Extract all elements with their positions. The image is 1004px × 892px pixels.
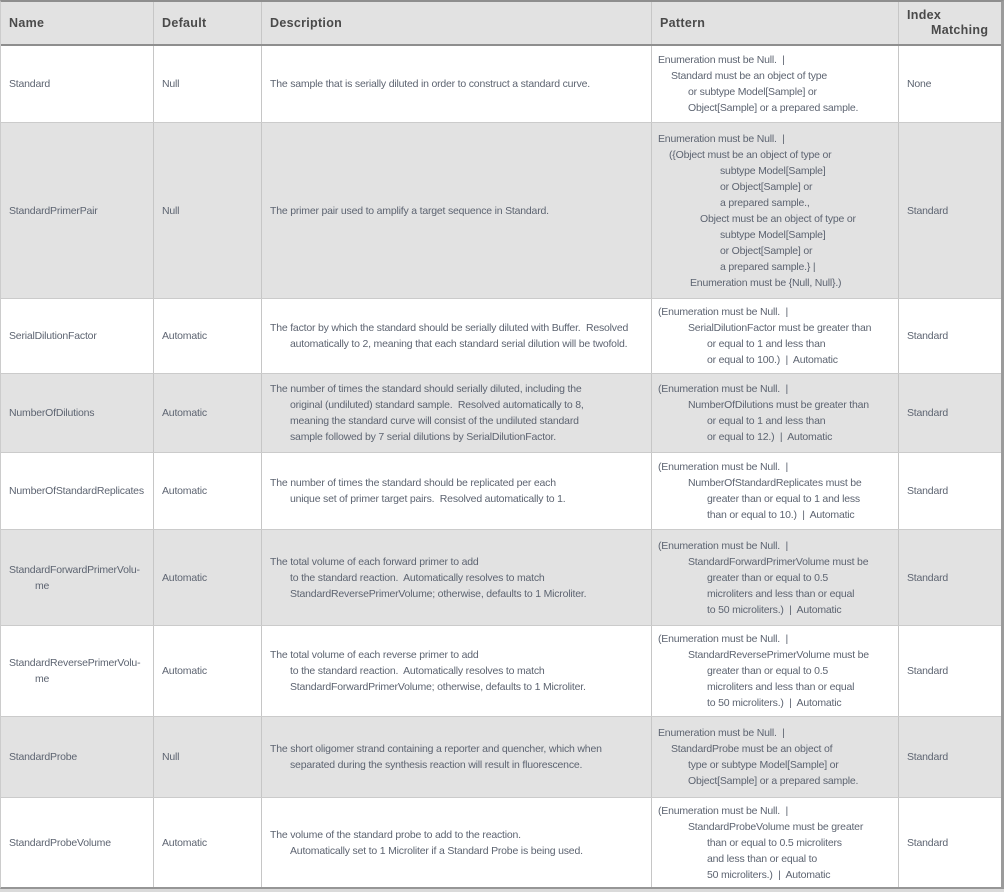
text-line: Name <box>9 15 45 30</box>
table-row <box>1 298 1001 373</box>
description-cell <box>262 626 652 716</box>
default-value: Null <box>162 204 180 217</box>
index-matching-cell <box>899 453 1001 529</box>
text-line: Matching <box>931 23 989 37</box>
index-matching-value: Standard <box>907 571 949 584</box>
table-row <box>1 452 1001 529</box>
name-cell <box>1 717 154 797</box>
default-value: Null <box>162 78 180 90</box>
text-line: Enumeration must be {Null, Null}.) <box>690 276 842 289</box>
text-line: or equal to 100.) | Automatic <box>707 354 838 366</box>
text-line: Object[Sample] or a prepared sample. <box>688 102 859 114</box>
index-matching-cell <box>899 530 1001 625</box>
text-line: (Enumeration must be Null. | <box>658 383 788 395</box>
name-cell <box>1 299 154 373</box>
text-line: ({Object must be an object of type or <box>669 148 832 161</box>
name-cell <box>1 453 154 529</box>
text-line: The primer pair used to amplify a target sequence in Standard. <box>270 204 549 217</box>
text-line: The factor by which the standard should be serially diluted with Buffer. Resolved <box>270 322 629 334</box>
default-cell <box>154 626 262 716</box>
text-line: The sample that is serially diluted in order to construct a standard curve. <box>270 78 590 90</box>
default-value: Automatic <box>162 330 207 342</box>
text-line: The total volume of each forward primer to add <box>270 555 479 568</box>
index-matching-value: Standard <box>907 751 949 763</box>
text-line: StandardForwardPrimerVolume must be <box>688 555 869 568</box>
text-line: me <box>35 579 50 592</box>
text-line: Enumeration must be Null. | <box>658 132 785 145</box>
text-line: StandardForwardPrimerVolume; otherwise, defaults to 1 Microliter. <box>290 681 586 693</box>
text-line: StandardProbe <box>9 751 78 763</box>
text-line: greater than or equal to 0.5 <box>707 665 829 677</box>
text-line: Enumeration must be Null. | <box>658 727 785 739</box>
text-line: to 50 microliters.) | Automatic <box>707 697 842 709</box>
default-cell <box>154 530 262 625</box>
text-line: Object[Sample] or a prepared sample. <box>688 775 859 787</box>
text-line: automatically to 2, meaning that each standard serial dilution will be twofold. <box>290 338 628 350</box>
text-line: me <box>35 673 50 685</box>
table-row <box>1 625 1001 716</box>
column-header-pattern <box>652 2 899 44</box>
table-row <box>1 373 1001 452</box>
name-cell <box>1 374 154 452</box>
pattern-cell <box>652 374 899 452</box>
text-line: to the standard reaction. Automatically resolves to match <box>290 665 545 677</box>
pattern-cell <box>652 123 899 298</box>
column-header-index_matching <box>899 2 1001 44</box>
text-line: a prepared sample., <box>720 196 810 209</box>
text-line: microliters and less than or equal <box>707 681 855 693</box>
text-line: The short oligomer strand containing a reporter and quencher, which when <box>270 743 602 755</box>
text-line: Standard <box>9 78 51 90</box>
pattern-cell <box>652 299 899 373</box>
text-line: Enumeration must be Null. | <box>658 54 785 66</box>
default-cell <box>154 798 262 887</box>
text-line: Object must be an object of type or <box>700 212 856 225</box>
default-value: Automatic <box>162 665 207 677</box>
text-line: or equal to 1 and less than <box>707 338 826 350</box>
default-cell <box>154 453 262 529</box>
text-line: StandardPrimerPair <box>9 204 98 217</box>
table-row <box>1 122 1001 298</box>
table-row <box>1 529 1001 625</box>
default-value: Automatic <box>162 571 207 584</box>
text-line: StandardProbe must be an object of <box>671 743 833 755</box>
text-line: (Enumeration must be Null. | <box>658 633 788 645</box>
text-line: Default <box>162 15 207 30</box>
text-line: or equal to 1 and less than <box>707 415 826 427</box>
default-cell <box>154 717 262 797</box>
description-cell <box>262 374 652 452</box>
name-cell <box>1 123 154 298</box>
text-line: The number of times the standard should serially diluted, including the <box>270 383 582 395</box>
text-line: sample followed by 7 serial dilutions by SerialDilutionFactor. <box>290 431 556 443</box>
index-matching-cell <box>899 123 1001 298</box>
default-cell <box>154 374 262 452</box>
table-row <box>1 797 1001 887</box>
text-line: 50 microliters.) | Automatic <box>707 868 831 881</box>
text-line: greater than or equal to 0.5 <box>707 571 829 584</box>
name-cell <box>1 530 154 625</box>
text-line: The total volume of each reverse primer to add <box>270 649 479 661</box>
description-cell <box>262 453 652 529</box>
index-matching-cell <box>899 798 1001 887</box>
text-line: microliters and less than or equal <box>707 587 855 600</box>
text-line: The volume of the standard probe to add to the reaction. <box>270 828 521 841</box>
text-line: StandardReversePrimerVolume must be <box>688 649 869 661</box>
default-cell <box>154 123 262 298</box>
text-line: or Object[Sample] or <box>720 180 813 193</box>
pattern-cell <box>652 798 899 887</box>
text-line: NumberOfDilutions <box>9 407 95 419</box>
index-matching-value: Standard <box>907 330 949 342</box>
text-line: SerialDilutionFactor <box>9 330 97 342</box>
text-line: Pattern <box>660 15 706 30</box>
text-line: Standard must be an object of type <box>671 70 828 82</box>
text-line: separated during the synthesis reaction will result in fluorescence. <box>290 759 583 771</box>
text-line: or equal to 12.) | Automatic <box>707 431 833 443</box>
text-line: (Enumeration must be Null. | <box>658 461 788 473</box>
index-matching-value: Standard <box>907 836 949 849</box>
text-line: unique set of primer target pairs. Resolved automatically to 1. <box>290 493 566 505</box>
column-header-description <box>262 2 652 44</box>
default-value: Null <box>162 751 180 763</box>
name-cell <box>1 46 154 122</box>
pattern-cell <box>652 46 899 122</box>
index-matching-cell <box>899 717 1001 797</box>
default-cell <box>154 46 262 122</box>
index-matching-cell <box>899 374 1001 452</box>
description-cell <box>262 717 652 797</box>
text-line: The number of times the standard should be replicated per each <box>270 477 556 489</box>
pattern-cell <box>652 530 899 625</box>
pattern-cell <box>652 453 899 529</box>
default-value: Automatic <box>162 485 207 497</box>
text-line: original (undiluted) standard sample. Resolved automatically to 8, <box>290 399 584 411</box>
default-cell <box>154 299 262 373</box>
text-line: StandardForwardPrimerVolu- <box>9 563 140 576</box>
text-line: than or equal to 10.) | Automatic <box>707 509 855 521</box>
text-line: StandardReversePrimerVolume; otherwise, defaults to 1 Microliter. <box>290 587 587 600</box>
table-header-row <box>1 2 1001 46</box>
index-matching-cell <box>899 46 1001 122</box>
text-line: than or equal to 0.5 microliters <box>707 836 842 849</box>
index-matching-value: Standard <box>907 407 949 419</box>
name-cell <box>1 798 154 887</box>
text-line: Description <box>270 15 343 30</box>
index-matching-value: None <box>907 78 932 90</box>
index-matching-value: Standard <box>907 665 949 677</box>
text-line: SerialDilutionFactor must be greater than <box>688 322 872 334</box>
text-line: or subtype Model[Sample] or <box>688 86 817 98</box>
text-line: type or subtype Model[Sample] or <box>688 759 839 771</box>
text-line: StandardProbeVolume must be greater <box>688 820 864 833</box>
description-cell <box>262 530 652 625</box>
text-line: to 50 microliters.) | Automatic <box>707 603 842 616</box>
table-row <box>1 716 1001 797</box>
description-cell <box>262 123 652 298</box>
pattern-cell <box>652 717 899 797</box>
index-matching-cell <box>899 299 1001 373</box>
text-line: subtype Model[Sample] <box>720 164 826 177</box>
index-matching-cell <box>899 626 1001 716</box>
text-line: (Enumeration must be Null. | <box>658 804 788 817</box>
text-line: greater than or equal to 1 and less <box>707 493 860 505</box>
text-line: StandardProbeVolume <box>9 836 111 849</box>
description-cell <box>262 798 652 887</box>
column-header-name <box>1 2 154 44</box>
text-line: (Enumeration must be Null. | <box>658 539 788 552</box>
text-line: or Object[Sample] or <box>720 244 813 257</box>
text-line: a prepared sample.} | <box>720 260 816 273</box>
table-body <box>1 46 1001 887</box>
text-line: Index <box>907 8 942 22</box>
column-header-default <box>154 2 262 44</box>
default-value: Automatic <box>162 836 207 849</box>
text-line: NumberOfStandardReplicates <box>9 485 144 497</box>
text-line: StandardReversePrimerVolu- <box>9 657 141 669</box>
index-matching-value: Standard <box>907 485 949 497</box>
text-line: and less than or equal to <box>707 852 817 865</box>
text-line: NumberOfDilutions must be greater than <box>688 399 869 411</box>
text-line: NumberOfStandardReplicates must be <box>688 477 862 489</box>
default-value: Automatic <box>162 407 207 419</box>
index-matching-value: Standard <box>907 204 949 217</box>
text-line: to the standard reaction. Automatically resolves to match <box>290 571 545 584</box>
text-line: meaning the standard curve will consist of the undiluted standard <box>290 415 579 427</box>
table-row <box>1 46 1001 122</box>
name-cell <box>1 626 154 716</box>
description-cell <box>262 299 652 373</box>
pattern-cell <box>652 626 899 716</box>
description-cell <box>262 46 652 122</box>
text-line: (Enumeration must be Null. | <box>658 306 788 318</box>
text-line: subtype Model[Sample] <box>720 228 826 241</box>
text-line: Automatically set to 1 Microliter if a Standard Probe is being used. <box>290 844 583 857</box>
